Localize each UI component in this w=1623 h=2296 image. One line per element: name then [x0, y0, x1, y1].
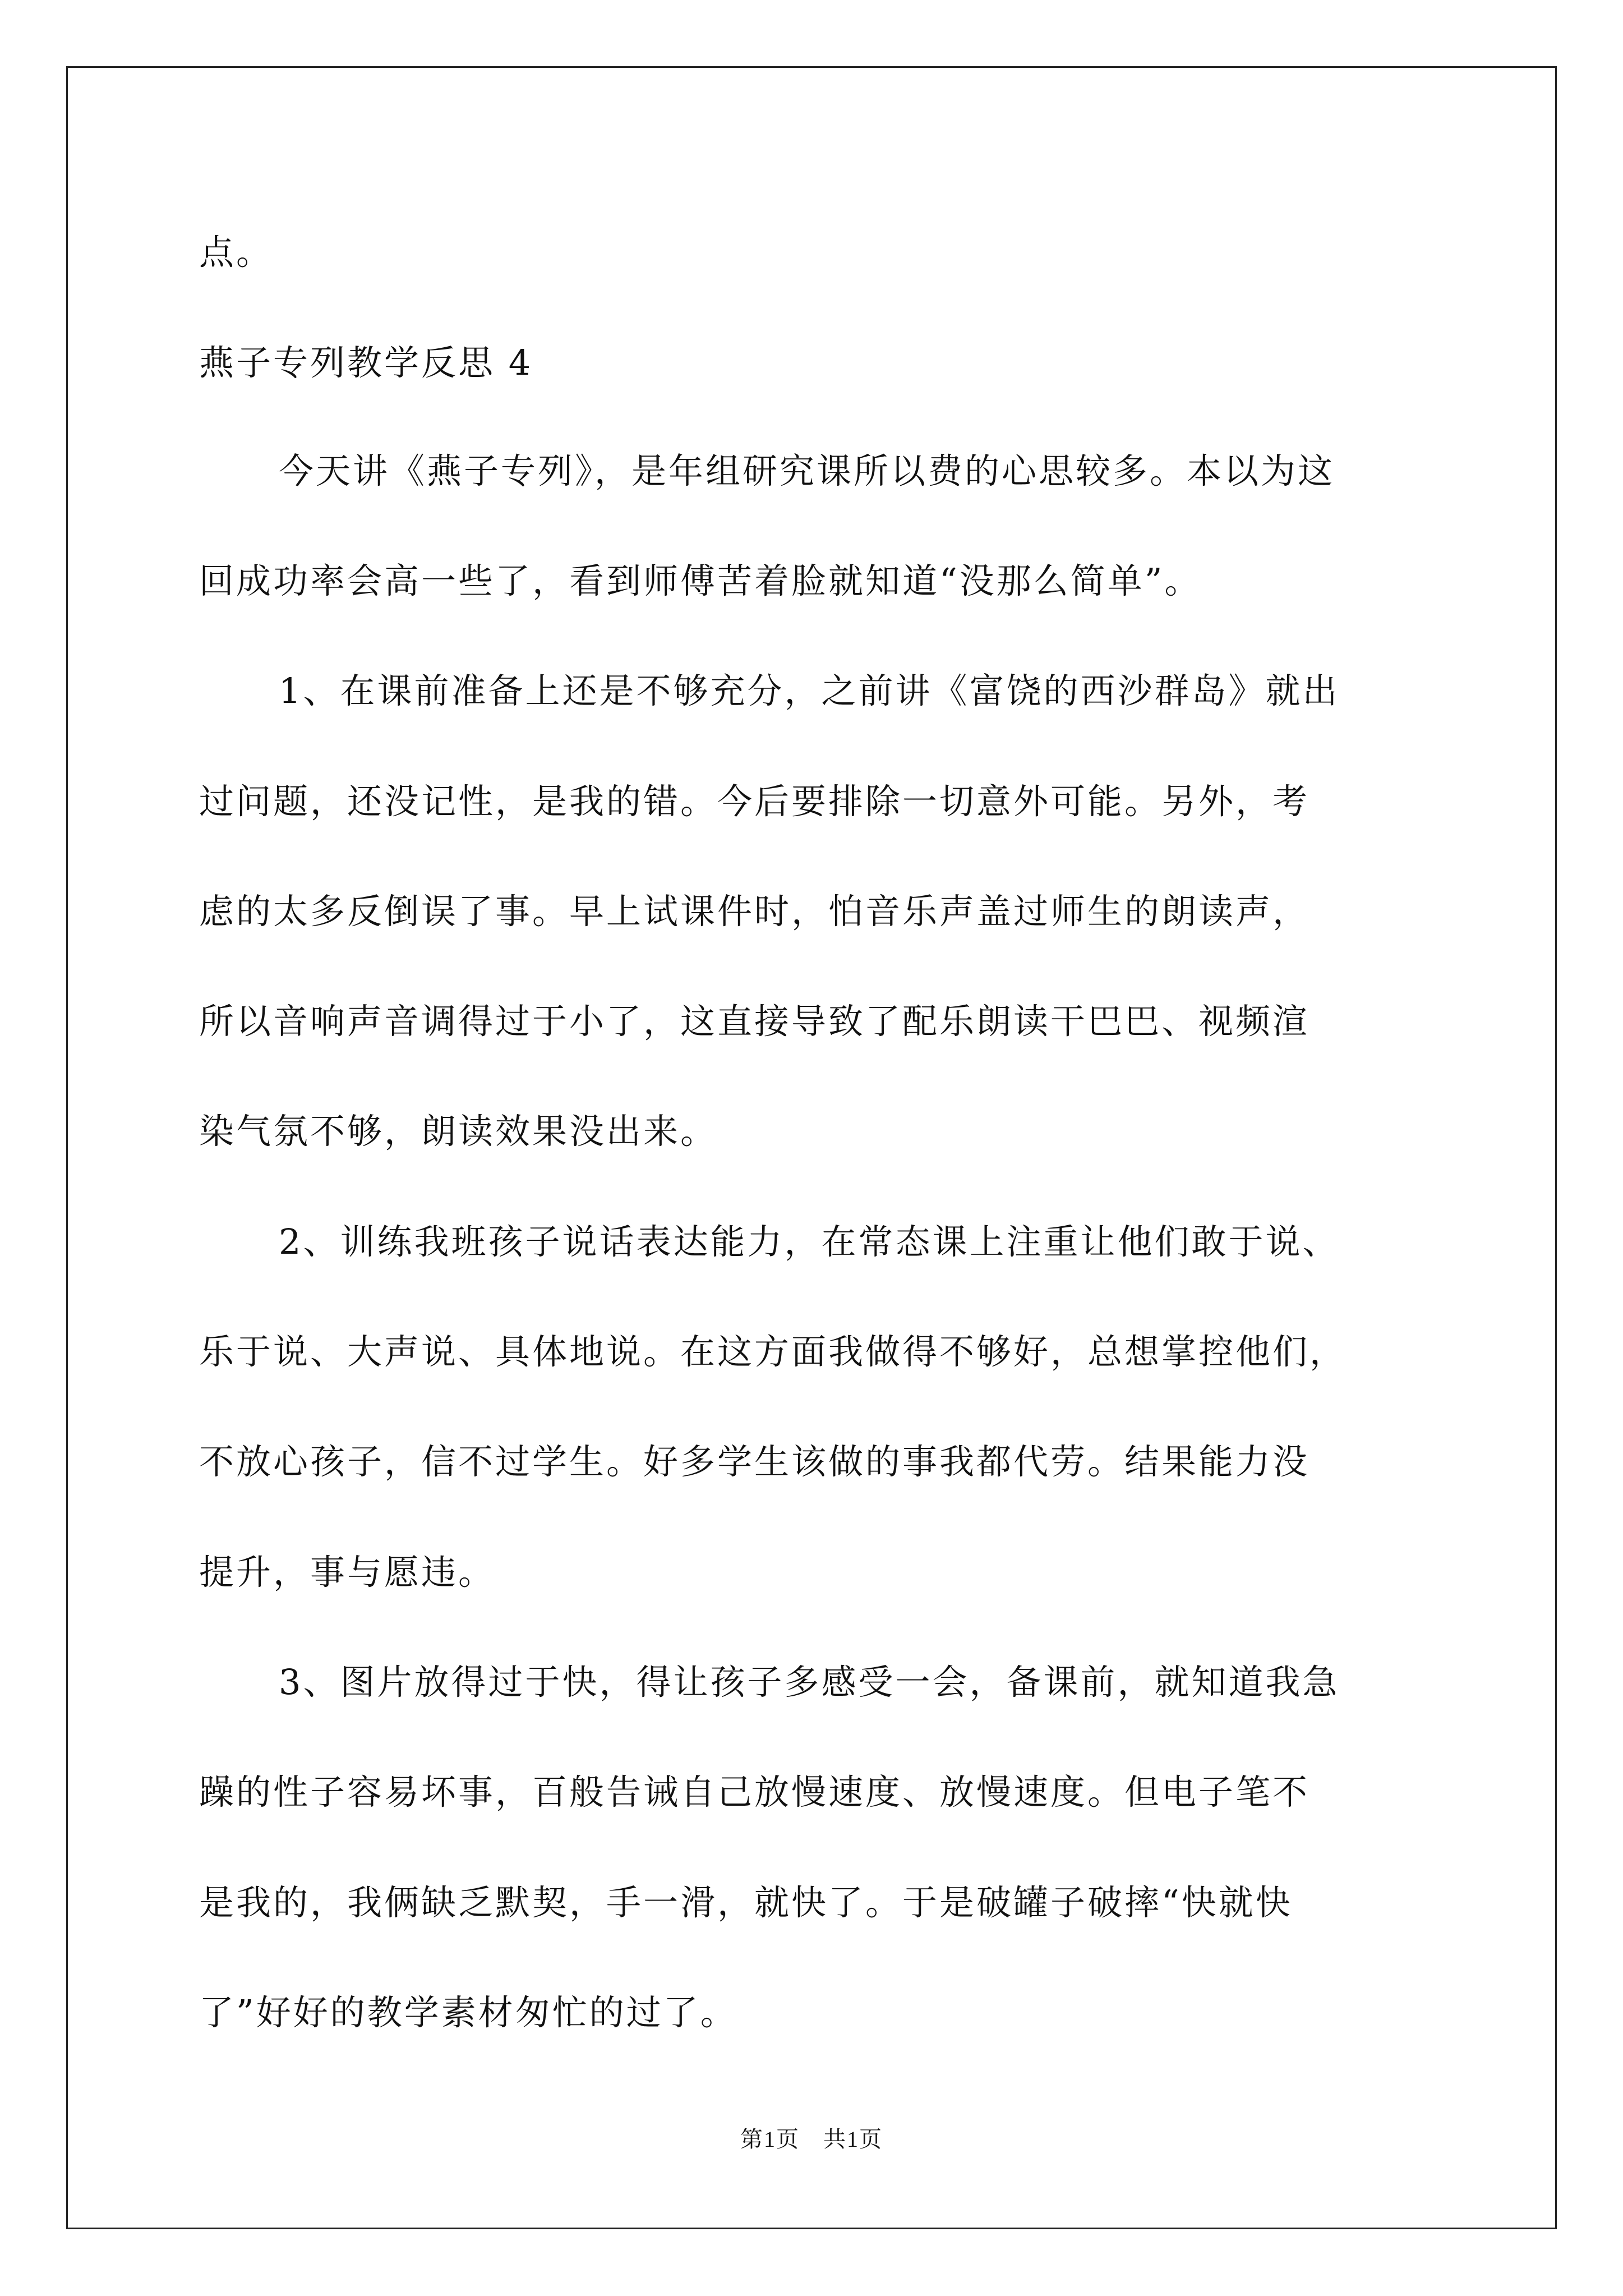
- text-line: 提升，事与愿违。: [199, 1552, 496, 1593]
- text-line: 染气氛不够，朗读效果没出来。: [199, 1111, 718, 1152]
- text-line: 今天讲《燕子专列》，是年组研究课所以费的心思较多。本以为这: [279, 450, 1335, 491]
- text-line: 回成功率会高一些了，看到师傅苦着脸就知道“没那么简单”。: [199, 560, 1202, 601]
- page-number-footer: 第1页 共1页: [740, 2127, 883, 2152]
- text-line: 乐于说、大声说、具体地说。在这方面我做得不够好，总想掌控他们，: [199, 1331, 1347, 1372]
- text-line: 了”好好的教学素材匆忙的过了。: [199, 1992, 737, 2033]
- section-heading: 燕子专列教学反思 4: [199, 342, 533, 383]
- text-line: 2、训练我班孩子说话表达能力，在常态课上注重让他们敢于说、: [279, 1221, 1340, 1262]
- text-line: 过问题，还没记性，是我的错。今后要排除一切意外可能。另外，考: [199, 781, 1310, 822]
- text-line: 1、在课前准备上还是不够充分，之前讲《富饶的西沙群岛》就出: [279, 670, 1340, 711]
- text-line: 所以音响声音调得过于小了，这直接导致了配乐朗读干巴巴、视频渲: [199, 1001, 1310, 1042]
- text-line: 不放心孩子，信不过学生。好多学生该做的事我都代劳。结果能力没: [199, 1441, 1310, 1482]
- text-line: 虑的太多反倒误了事。早上试课件时，怕音乐声盖过师生的朗读声，: [199, 891, 1310, 932]
- text-line: 躁的性子容易坏事，百般告诫自己放慢速度、放慢速度。但电子笔不: [199, 1772, 1310, 1812]
- text-line: 点。: [199, 232, 274, 273]
- text-line: 是我的，我俩缺乏默契，手一滑，就快了。于是破罐子破摔“快就快: [199, 1882, 1293, 1923]
- text-line: 3、图片放得过于快，得让孩子多感受一会，备课前，就知道我急: [279, 1662, 1340, 1703]
